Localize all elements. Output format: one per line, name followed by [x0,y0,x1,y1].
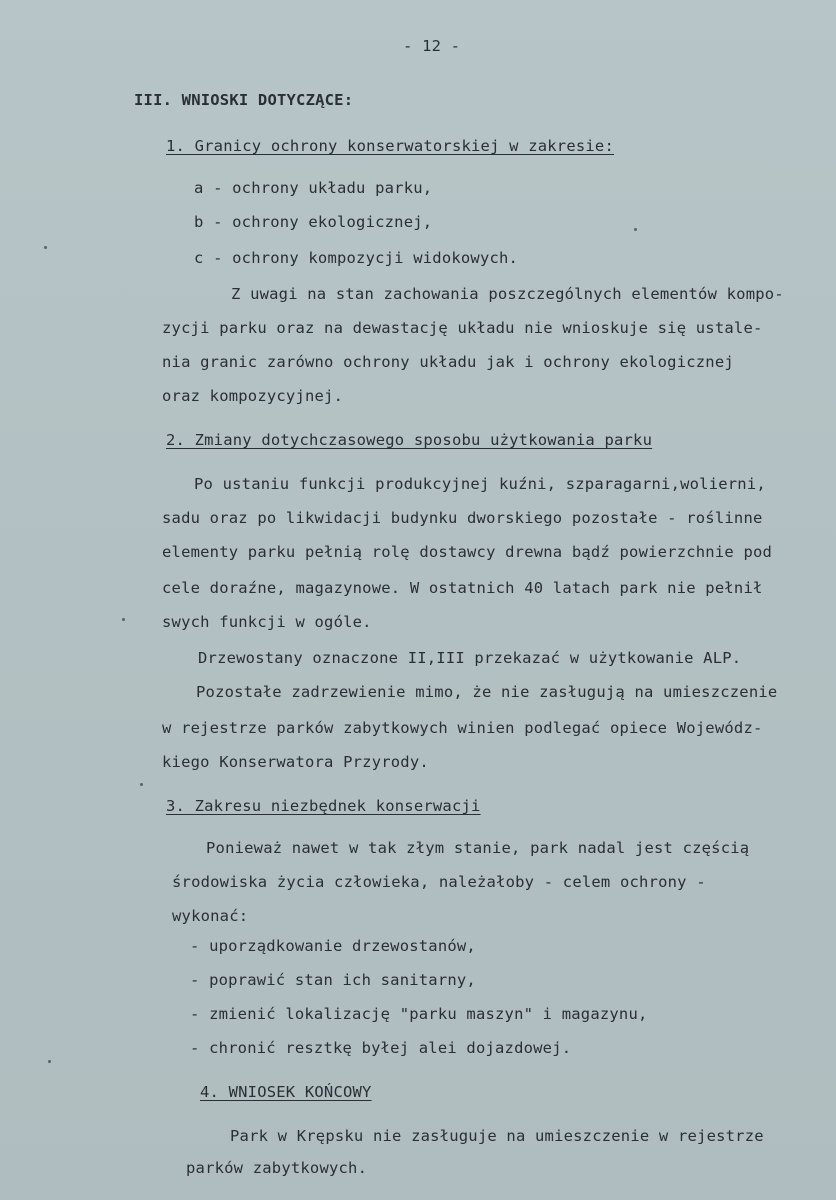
s2-para1-line-5: swych funkcji w ogóle. [162,613,372,631]
s3-item-1: - uporządkowanie drzewostanów, [190,937,476,955]
section-title: III. WNIOSKI DOTYCZĄCE: [134,91,354,109]
s3-para-line-1: Ponieważ nawet w tak złym stanie, park nadal jest częścią [206,839,750,857]
s1-para-line-3: nia granic zarówno ochrony układu jak i ochrony ekologicznej [162,353,734,371]
scan-speck [44,246,47,249]
s4-para-line-2: parków zabytkowych. [186,1159,368,1177]
s4-para-line-1: Park w Krępsku nie zasługuje na umieszczenie w rejestrze [230,1127,764,1145]
s3-heading: 3. Zakresu niezbędnek konserwacji [166,797,481,815]
s1-item-c: c - ochrony kompozycji widokowych. [194,249,519,267]
scan-speck [634,228,637,231]
s2-heading: 2. Zmiany dotychczasowego sposobu użytkowania parku [166,431,653,449]
s2-para3-line-1: Pozostałe zadrzewienie mimo, że nie zasługują na umieszczenie [196,683,778,701]
s3-para-line-2: środowiska życia człowieka, należałoby - celem ochrony - [172,873,706,891]
s2-para3-line-2: w rejestrze parków zabytkowych winien podlegać opiece Wojewódz- [162,719,763,737]
scan-speck [140,783,143,786]
s2-para2: Drzewostany oznaczone II,III przekazać w użytkowanie ALP. [198,649,742,667]
s1-para-line-2: zycji parku oraz na dewastację układu nie wnioskuje się ustale- [162,319,763,337]
s2-para1-line-2: sadu oraz po likwidacji budynku dworskiego pozostałe - roślinne [162,509,763,527]
s3-item-4: - chronić resztkę byłej alei dojazdowej. [190,1039,572,1057]
s2-para1-line-1: Po ustaniu funkcji produkcyjnej kuźni, szparagarni,wolierni, [194,475,766,493]
s2-para1-line-4: cele doraźne, magazynowe. W ostatnich 40 latach park nie pełnił [162,579,763,597]
s1-para-line-4: oraz kompozycyjnej. [162,387,344,405]
s1-heading: 1. Granicy ochrony konserwatorskiej w zakresie: [166,137,614,155]
s2-para3-line-3: kiego Konserwatora Przyrody. [162,753,429,771]
page-number: - 12 - [403,37,461,55]
s2-para1-line-3: elementy parku pełnią rolę dostawcy drewna bądź powierzchnie pod [162,543,773,561]
scan-speck [48,1060,51,1063]
s1-item-b: b - ochrony ekologicznej, [194,213,433,231]
s3-item-3: - zmienić lokalizację "parku maszyn" i magazynu, [190,1005,648,1023]
scan-speck [122,618,125,621]
s1-item-a: a - ochrony układu parku, [194,179,433,197]
s3-item-2: - poprawić stan ich sanitarny, [190,971,476,989]
s3-para-line-3: wykonać: [172,907,249,925]
s1-para-line-1: Z uwagi na stan zachowania poszczególnych elementów kompo- [231,285,784,303]
s4-heading: 4. WNIOSEK KOŃCOWY [200,1083,372,1101]
